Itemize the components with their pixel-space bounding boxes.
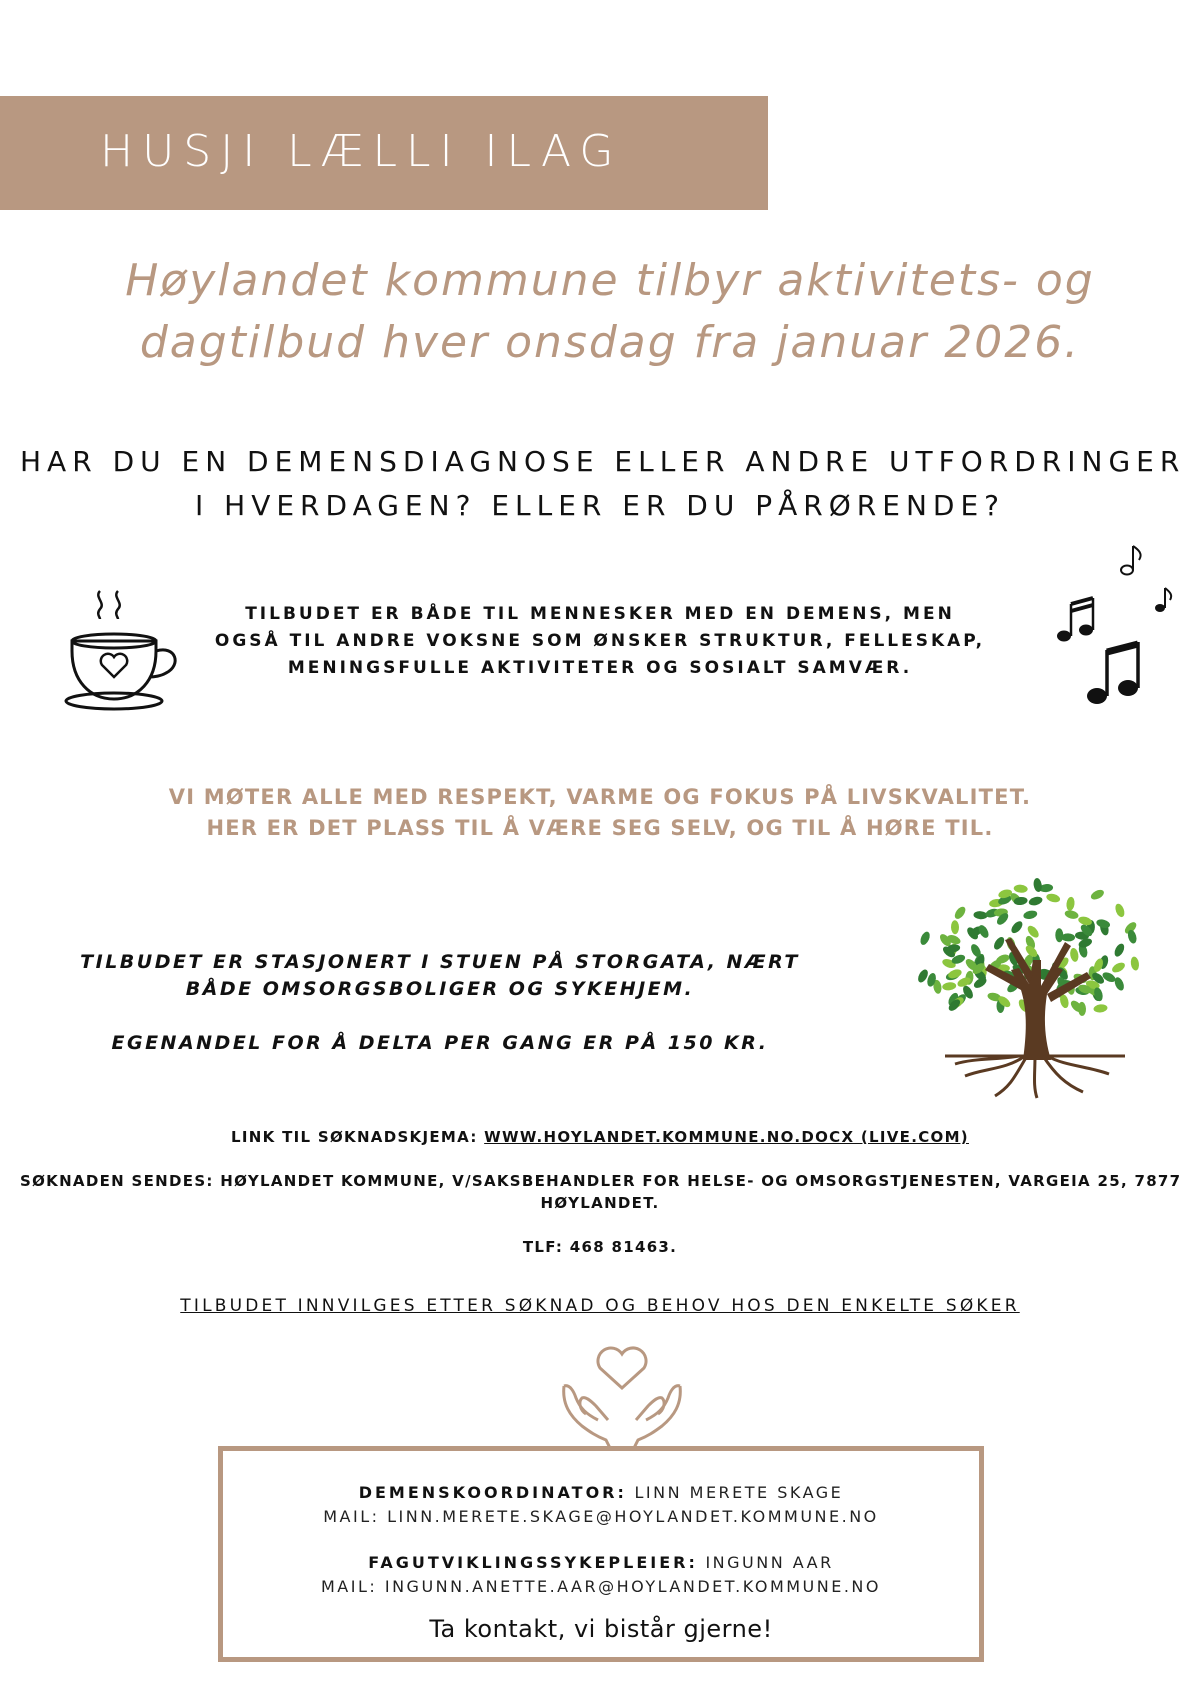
application-form-link[interactable]: WWW.HOYLANDET.KOMMUNE.NO.DOCX (LIVE.COM) [484,1128,969,1146]
tree-leaf [1114,902,1126,918]
contact-1-role: DEMENSKOORDINATOR: [358,1483,627,1502]
contact-1 [223,1481,979,1505]
application-link-line [20,1126,1180,1148]
tree-leaf [1028,895,1044,907]
tree-leaf [951,920,959,934]
application-link-label: LINK TIL SØKNADSKJEMA: [231,1128,478,1146]
offer-line-1: TILBUDET ER BÅDE TIL MENNESKER MED EN DEMENS, MEN [245,604,955,624]
question-line-2: I HVERDAGEN? ELLER ER DU PÅRØRENDE? [194,489,1006,522]
respect-line-1: VI MØTER ALLE MED RESPEKT, VARME OG FOKUS PÅ LIVSKVALITET. [168,785,1032,809]
lead-text-line-2: dagtilbud hver onsdag fra januar 2026. [139,317,1081,368]
tree-leaf [1095,918,1111,929]
tree-leaf [1093,1004,1108,1014]
send-address-line-1: SØKNADEN SENDES: HØYLANDET KOMMUNE, V/SAKSBEHANDLER FOR HELSE- OG OMSORGSTJENESTEN, VARGEIA 25, 7877 [20,1172,1182,1190]
contact-2 [223,1551,979,1575]
tree-leaf [1130,956,1140,971]
phone-number: TLF: 468 81463. [522,1238,678,1256]
contact-2-mail[interactable]: MAIL: INGUNN.ANETTE.AAR@HOYLANDET.KOMMUNE.NO [321,1577,881,1596]
title-banner [0,96,768,210]
respect-line-2: HER ER DET PLASS TIL Å VÆRE SEG SELV, OG TIL Å HØRE TIL. [206,816,994,840]
coffee-cup-heart-icon [58,585,188,715]
offer-line-3: MENINGSFULLE AKTIVITETER OG SOSIALT SAMVÆR. [287,658,913,678]
tree-leaf [1113,942,1126,958]
tree-leaf [992,935,1006,951]
send-address-line-2: HØYLANDET. [540,1194,660,1212]
tree-leaf [1089,888,1105,901]
granted-notice-text: TILBUDET INNVILGES ETTER SØKNAD OG BEHOV HOS DEN ENKELTE SØKER [180,1296,1020,1316]
granted-notice [20,1295,1180,1317]
page-title: HUSJI LÆLLI ILAG [100,126,623,177]
tree-leaf [973,911,988,920]
contact-2-role: FAGUTVIKLINGSSYKEPLEIER: [368,1553,698,1572]
contact-cta: Ta kontakt, vi bistår gjerne! [429,1615,773,1643]
tree-leaf [1023,909,1038,920]
tree-leaf [1045,892,1061,903]
question-line-1: HAR DU EN DEMENSDIAGNOSE ELLER ANDRE UTFORDRINGER [20,445,1186,478]
tree-leaf [1066,896,1076,911]
tree-of-life-icon [915,860,1155,1100]
contact-1-name: LINN MERETE SKAGE [626,1483,844,1502]
contact-2-name: INGUNN AAR [697,1553,834,1572]
tree-leaf [1013,884,1028,893]
lead-text-line-1: Høylandet kommune tilbyr aktivitets- og [125,255,1095,306]
hands-heart-icon [556,1338,688,1448]
tree-leaf [942,981,957,991]
tree-leaf [1069,947,1079,962]
tree-leaf [1061,933,1075,941]
fee-text: EGENANDEL FOR Å DELTA PER GANG ER PÅ 150 KR. [111,1032,769,1054]
offer-line-2: OGSÅ TIL ANDRE VOKSNE SOM ØNSKER STRUKTUR, FELLESKAP, [214,631,986,651]
contact-1-mail[interactable]: MAIL: LINN.MERETE.SKAGE@HOYLANDET.KOMMUNE.NO [323,1507,879,1526]
tree-leaf [1110,961,1126,975]
tree-leaf [1009,919,1024,935]
location-line-2: BÅDE OMSORGSBOLIGER OG SYKEHJEM. [185,978,695,1000]
contact-box [218,1446,984,1662]
tree-leaf [1064,909,1080,920]
tree-leaf [919,930,932,946]
music-notes-icon [1050,540,1180,710]
location-line-1: TILBUDET ER STASJONERT I STUEN PÅ STORGATA, NÆRT [80,951,800,973]
tree-leaf [953,905,968,921]
